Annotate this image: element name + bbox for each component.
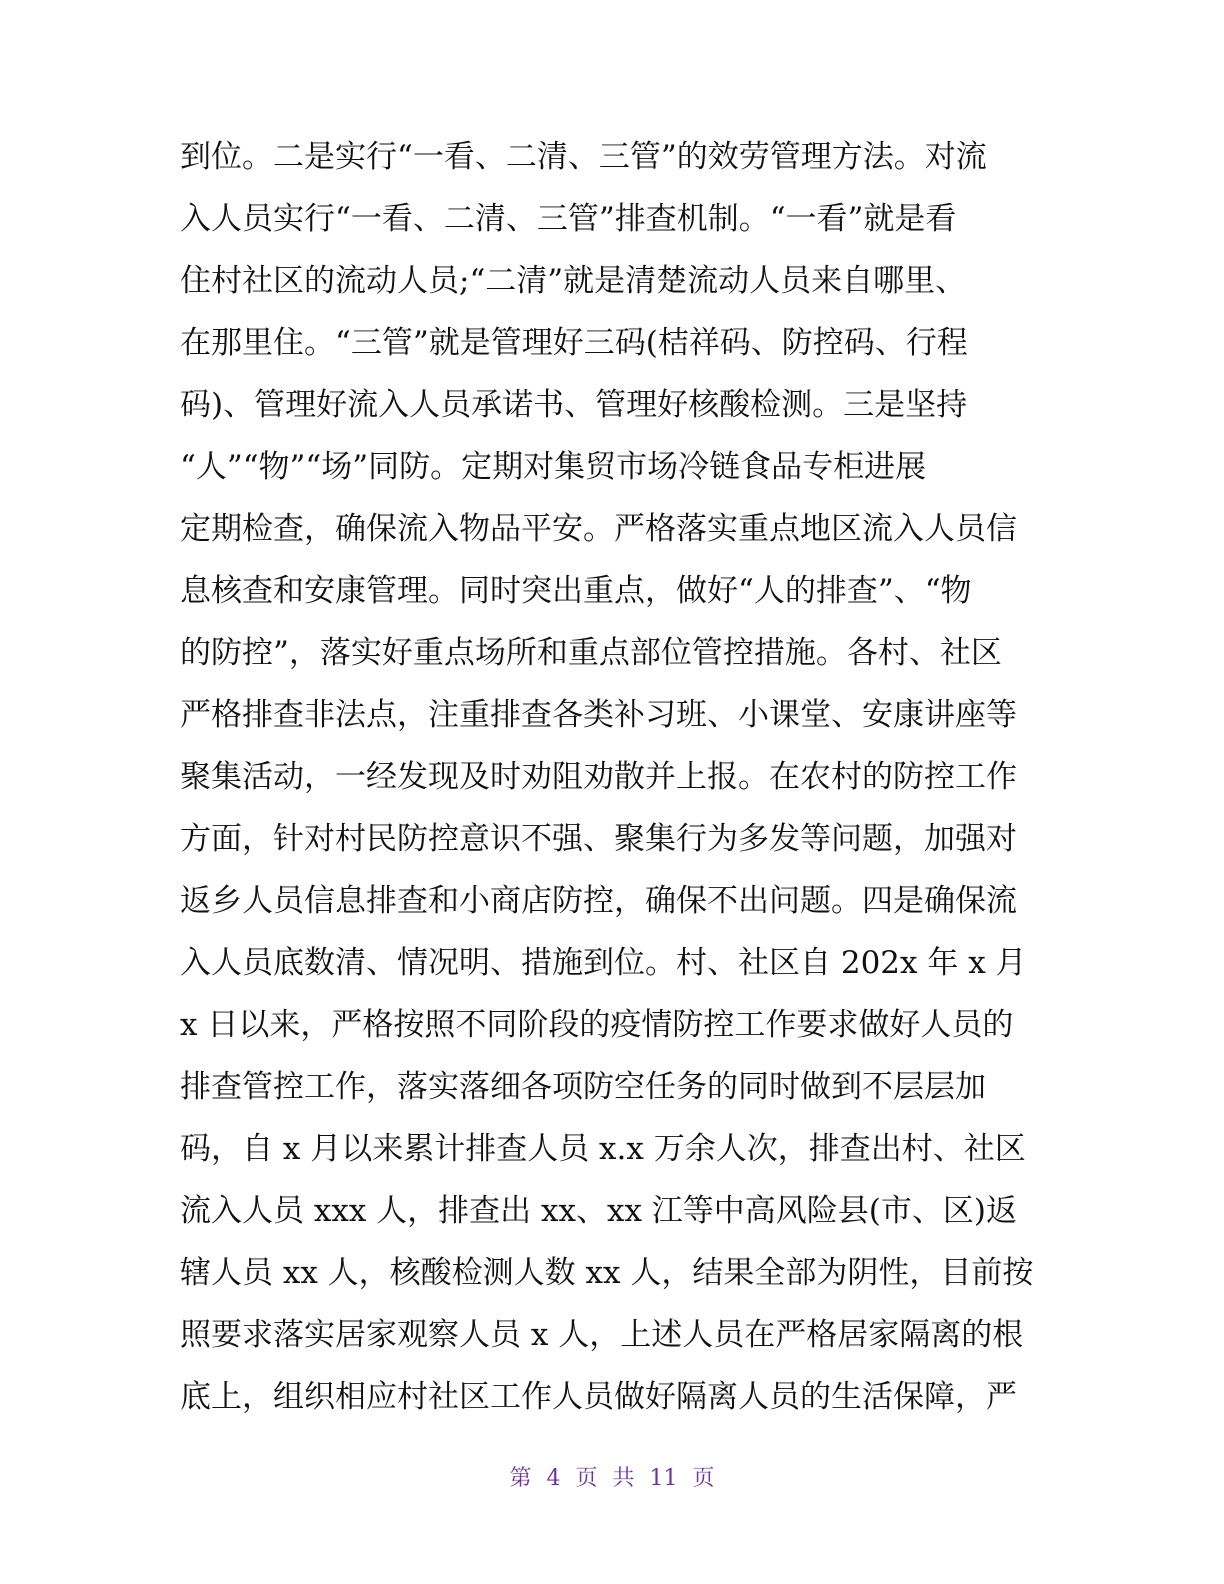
text-line: 在那里住。“三管”就是管理好三码(桔祥码、防控码、行程 bbox=[180, 325, 968, 361]
footer-total-label: 页 bbox=[692, 1466, 715, 1491]
text-line: 定期检查，确保流入物品平安。严格落实重点地区流入人员信 bbox=[180, 511, 1017, 547]
text-line: 的防控”，落实好重点场所和重点部位管控措施。各村、社区 bbox=[180, 635, 1002, 671]
text-line: 息核查和安康管理。同时突出重点，做好“人的排查”、“物 bbox=[180, 573, 972, 609]
text-line: “人”“物”“场”同防。定期对集贸市场冷链食品专柜进展 bbox=[180, 449, 927, 485]
text-line: 流入人员 xxx 人，排查出 xx、xx 江等中高风险县(市、区)返 bbox=[180, 1193, 1017, 1229]
text-line: 照要求落实居家观察人员 x 人，上述人员在严格居家隔离的根 bbox=[180, 1317, 1024, 1353]
text-line: 方面，针对村民防控意识不强、聚集行为多发等问题，加强对 bbox=[180, 821, 1017, 857]
text-line: 返乡人员信息排查和小商店防控，确保不出问题。四是确保流 bbox=[180, 883, 1017, 919]
text-line: 码，自 x 月以来累计排查人员 x.x 万余人次，排查出村、社区 bbox=[180, 1131, 1026, 1167]
text-line: 入人员底数清、情况明、措施到位。村、社区自 202x 年 x 月 bbox=[180, 945, 1027, 981]
text-line: 辖人员 xx 人，核酸检测人数 xx 人，结果全部为阴性，目前按 bbox=[180, 1255, 1034, 1291]
footer-page-label: 页 bbox=[575, 1466, 598, 1491]
text-line: 码)、管理好流入人员承诺书、管理好核酸检测。三是坚持 bbox=[180, 387, 968, 423]
text-line: x 日以来，严格按照不同阶段的疫情防控工作要求做好人员的 bbox=[180, 1007, 1014, 1043]
text-line: 住村社区的流动人员;“二清”就是清楚流动人员来自哪里、 bbox=[180, 263, 967, 299]
page-footer bbox=[0, 1464, 1224, 1494]
footer-total-pages: 11 bbox=[649, 1466, 678, 1491]
text-line: 聚集活动，一经发现及时劝阻劝散并上报。在农村的防控工作 bbox=[180, 759, 1017, 795]
footer-page-prefix: 第 bbox=[509, 1466, 532, 1491]
text-line: 排查管控工作，落实落细各项防空任务的同时做到不层层加 bbox=[180, 1069, 986, 1105]
text-line: 严格排查非法点，注重排查各类补习班、小课堂、安康讲座等 bbox=[180, 697, 1017, 733]
body-text bbox=[180, 126, 1050, 1428]
text-line: 到位。二是实行“一看、二清、三管”的效劳管理方法。对流 bbox=[180, 139, 987, 175]
footer-total-prefix: 共 bbox=[612, 1466, 635, 1491]
text-line: 底上，组织相应村社区工作人员做好隔离人员的生活保障，严 bbox=[180, 1379, 1017, 1415]
footer-page-number: 4 bbox=[546, 1466, 561, 1491]
text-line: 入人员实行“一看、二清、三管”排查机制。“一看”就是看 bbox=[180, 201, 957, 237]
